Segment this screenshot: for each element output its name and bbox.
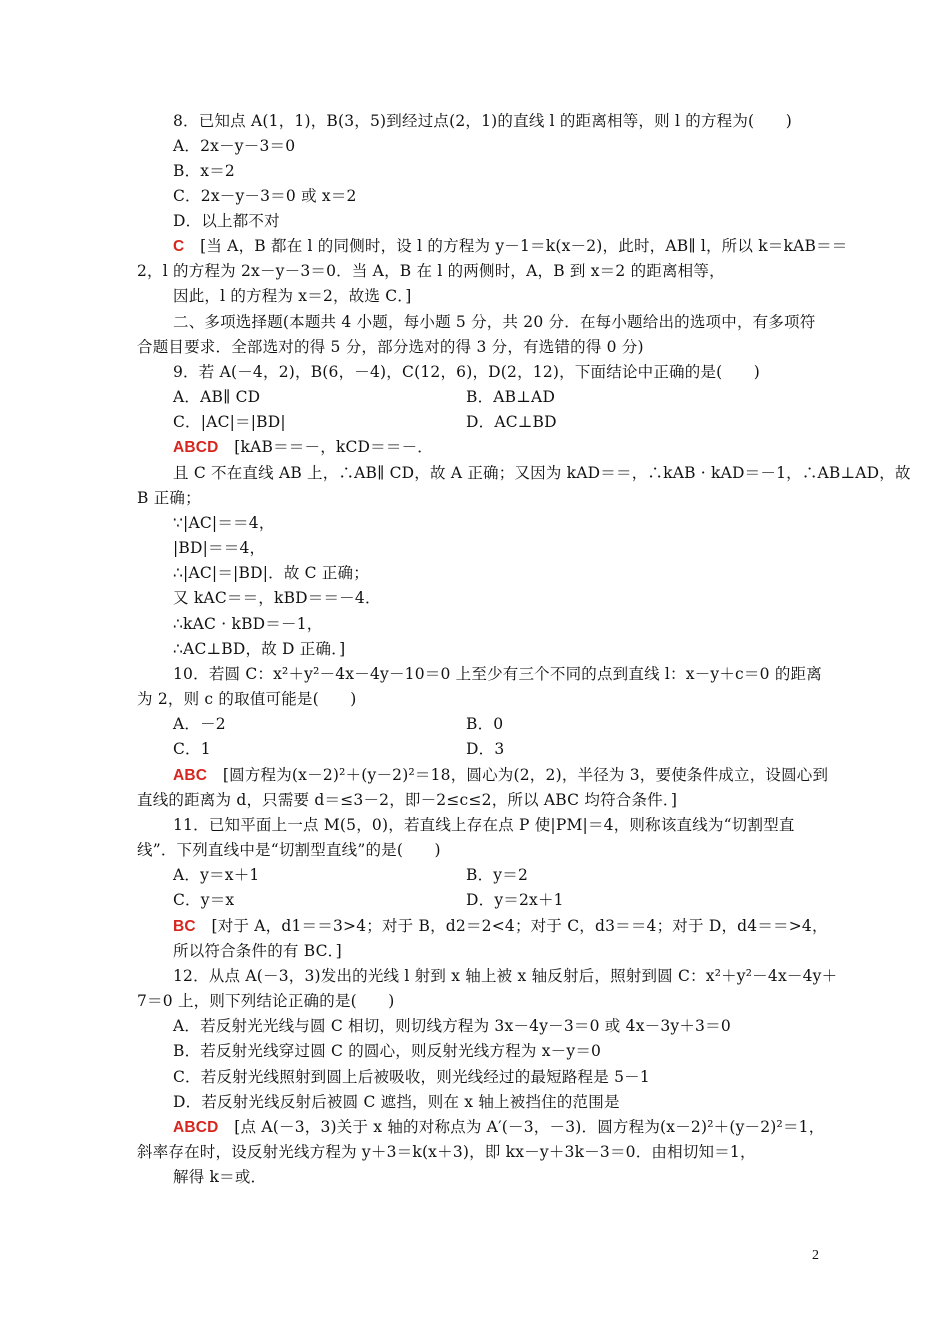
text-line — [137, 689, 357, 711]
text-line — [173, 513, 275, 535]
line-text: 二、多项选择题(本题共 4 小题，每小题 5 分，共 20 分．在每小题给出的选项中，有多项符 — [173, 313, 816, 331]
text-line — [173, 412, 286, 434]
line-text: A．y＝x＋1 — [173, 866, 260, 884]
answer-label: C — [173, 238, 185, 255]
line-text: 为 2，则 c 的取值可能是( ) — [137, 690, 357, 708]
answer-label: ABCD — [173, 1119, 219, 1136]
line-text: [点 A(－3，3)关于 x 轴的对称点为 A′(－3，－3)．圆方程为(x－2)²＋(y－2)²＝1， — [218, 1118, 825, 1136]
text-line — [466, 865, 528, 887]
text-line — [173, 865, 259, 887]
text-line — [173, 890, 234, 912]
line-text: A．AB∥ CD — [173, 388, 261, 406]
line-text: B．0 — [466, 715, 504, 733]
text-line — [466, 412, 557, 434]
line-text: 所以符合条件的有 BC．] — [173, 942, 342, 960]
text-line — [173, 437, 433, 459]
text-line — [173, 236, 847, 258]
line-text: D．3 — [466, 740, 505, 758]
text-line — [173, 286, 412, 308]
text-line — [173, 186, 357, 208]
line-text: 12．从点 A(－3，3)发出的光线 l 射到 x 轴上被 x 轴反射后，照射到圆 C：x²＋y²－4x－4y＋ — [173, 967, 838, 985]
text-line — [173, 538, 265, 560]
line-text: 解得 k＝或． — [173, 1168, 267, 1186]
text-line — [466, 890, 564, 912]
text-line — [173, 362, 760, 384]
line-text: C．y＝x — [173, 891, 235, 909]
text-line — [137, 790, 677, 812]
text-line — [173, 111, 792, 133]
text-line — [173, 588, 381, 610]
text-line — [173, 739, 211, 761]
text-line — [173, 161, 235, 183]
text-line — [173, 463, 911, 485]
line-text: 因此，l 的方程为 x＝2，故选 C．] — [173, 287, 412, 305]
line-text: C．|AC|＝|BD| — [173, 413, 286, 431]
line-text: |BD|＝＝4， — [173, 539, 266, 557]
text-line — [173, 941, 342, 963]
text-line — [173, 614, 322, 636]
line-text: B．若反射光线穿过圆 C 的圆心，则反射光线方程为 x－y＝0 — [173, 1042, 602, 1060]
line-text: 2，l 的方程为 2x－y－3＝0．当 A，B 在 l 的两侧时，A，B 到 x＝2 的距离相等， — [137, 262, 725, 280]
text-line — [173, 916, 828, 938]
text-line — [137, 261, 725, 283]
line-text: 9．若 A(－4，2)，B(6，－4)，C(12，6)，D(2，12)，下面结论中正确的是( ) — [173, 363, 761, 381]
line-text: D．AC⊥BD — [466, 413, 557, 431]
line-text: 7＝0 上，则下列结论正确的是( ) — [137, 992, 395, 1010]
text-line — [137, 840, 441, 862]
line-text: A．2x－y－3＝0 — [173, 137, 296, 155]
line-text: 合题目要求．全部选对的得 5 分，部分选对的得 3 分，有选错的得 0 分) — [137, 338, 644, 356]
text-line — [173, 563, 369, 585]
text-line — [173, 1117, 824, 1139]
line-text: [当 A，B 都在 l 的同侧时，设 l 的方程为 y－1＝k(x－2)，此时，AB∥ l，所以 k＝kAB＝＝ — [184, 237, 848, 255]
line-text: B．AB⊥AD — [466, 388, 556, 406]
line-text: D．y＝2x＋1 — [466, 891, 564, 909]
line-text: C．若反射光线照射到圆上后被吸收，则光线经过的最短路程是 5－1 — [173, 1068, 650, 1086]
text-line — [137, 337, 644, 359]
page-number: 2 — [812, 1248, 819, 1263]
line-text: 且 C 不在直线 AB 上，∴AB∥ CD，故 A 正确；又因为 kAD＝＝，∴kAB · kAD＝－1，∴AB⊥AD，故 — [173, 464, 911, 482]
line-text: D．以上都不对 — [173, 212, 280, 230]
text-line — [173, 639, 345, 661]
line-text: [圆方程为(x－2)²＋(y－2)²＝18，圆心为(2，2)，半径为 3，要使条件成立，设圆心到 — [207, 766, 829, 784]
text-line — [173, 1067, 650, 1089]
answer-label: ABCD — [173, 439, 219, 456]
line-text: [对于 A，d1＝＝3>4；对于 B，d2＝2<4；对于 C，d3＝＝4；对于 D，d4＝＝>4， — [195, 917, 828, 935]
line-text: C．2x－y－3＝0 或 x＝2 — [173, 187, 357, 205]
text-line — [173, 714, 226, 736]
line-text: ∴|AC|＝|BD|．故 C 正确； — [173, 564, 369, 582]
text-line — [173, 1167, 266, 1189]
answer-label: BC — [173, 918, 196, 935]
line-text: 11．已知平面上一点 M(5，0)，若直线上存在点 P 使|PM|＝4，则称该直线为“切割型直 — [173, 816, 795, 834]
text-line — [173, 815, 795, 837]
line-text: ∵|AC|＝＝4， — [173, 514, 275, 532]
text-line — [466, 387, 555, 409]
text-line — [173, 765, 828, 787]
line-text: D．若反射光线反射后被圆 C 遮挡，则在 x 轴上被挡住的范围是 — [173, 1093, 620, 1111]
line-text: A．－2 — [173, 715, 226, 733]
line-text: 斜率存在时，设反射光线方程为 y＋3＝k(x＋3)，即 kx－y＋3k－3＝0．由相切知＝1， — [137, 1143, 756, 1161]
line-text: ∴AC⊥BD，故 D 正确．] — [173, 640, 346, 658]
line-text: [kAB＝＝－，kCD＝＝－． — [218, 438, 433, 456]
line-text: 又 kAC＝＝，kBD＝＝－4． — [173, 589, 381, 607]
line-text: B 正确； — [137, 489, 201, 507]
line-text: 直线的距离为 d，只需要 d＝≤3－2，即－2≤c≤2，所以 ABC 均符合条件．] — [137, 791, 678, 809]
text-line — [173, 1016, 731, 1038]
line-text: B．x＝2 — [173, 162, 235, 180]
line-text: ∴kAC · kBD＝－1， — [173, 615, 323, 633]
text-line — [173, 136, 295, 158]
text-line — [173, 966, 837, 988]
text-line — [173, 312, 815, 334]
text-line — [466, 739, 504, 761]
text-line — [173, 387, 260, 409]
text-line — [137, 488, 201, 510]
text-line — [137, 1142, 756, 1164]
text-line — [173, 1092, 620, 1114]
line-text: 线”．下列直线中是“切割型直线”的是( ) — [137, 841, 441, 859]
text-line — [137, 991, 395, 1013]
answer-label: ABC — [173, 767, 208, 784]
text-line — [173, 211, 280, 233]
line-text: B．y＝2 — [466, 866, 529, 884]
line-text: 10．若圆 C：x²＋y²－4x－4y－10＝0 上至少有三个不同的点到直线 l：x－y＋c＝0 的距离 — [173, 665, 822, 683]
text-line — [466, 714, 503, 736]
line-text: C．1 — [173, 740, 211, 758]
text-line — [173, 1041, 601, 1063]
line-text: A．若反射光光线与圆 C 相切，则切线方程为 3x－4y－3＝0 或 4x－3y＋3＝0 — [173, 1017, 731, 1035]
line-text: 8．已知点 A(1，1)，B(3，5)到经过点(2，1)的直线 l 的距离相等，则 l 的方程为( ) — [173, 112, 792, 130]
text-line — [173, 664, 822, 686]
